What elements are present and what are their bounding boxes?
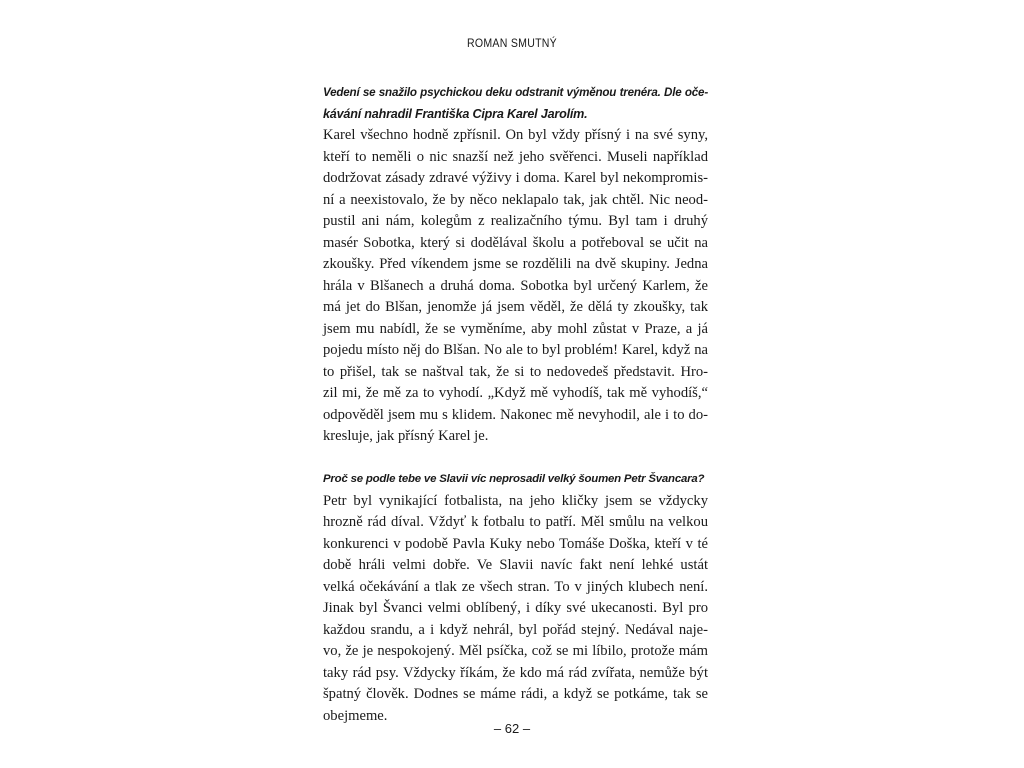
answer-line: pustil ani nám, kolegům z realizačního týmu. Byl tam i druhý bbox=[323, 213, 708, 229]
answer-line: má jet do Blšan, jenomže já jsem věděl, že dělá ty zkoušky, tak bbox=[323, 299, 708, 315]
page-number: – 62 – bbox=[493, 721, 531, 736]
running-header: ROMAN SMUTNÝ bbox=[466, 36, 558, 50]
answer-line: Karel všechno hodně zpřísnil. On byl vždy přísný i na své syny, bbox=[323, 127, 708, 143]
answer-line: obejmeme. bbox=[323, 707, 388, 724]
answer-line: špatný člověk. Dodnes se máme rádi, a když se potkáme, tak se bbox=[323, 686, 708, 702]
interview-answer bbox=[323, 491, 708, 728]
answer-line: konkurenci v podobě Pavla Kuky nebo Tomáše Doška, kteří v té bbox=[323, 535, 708, 552]
answer-line: Petr byl vynikající fotbalista, na jeho kličky jsem se vždycky bbox=[323, 492, 708, 509]
answer-line: pojedu místo něj do Blšan. No ale to byl problém! Karel, když na bbox=[323, 342, 708, 358]
answer-line: ní a neexistovalo, že by něco neklapalo tak, jak chtěl. Nic neod- bbox=[323, 191, 708, 208]
answer-line: jsem mu nabídl, že se vyměníme, aby mohl zůstat v Praze, a já bbox=[323, 320, 708, 337]
answer-line: hrozně rád díval. Vždyť k fotbalu to patří. Měl smůlu na velkou bbox=[323, 514, 708, 530]
interview-answer bbox=[323, 125, 708, 448]
text-column bbox=[323, 82, 708, 727]
question-line: Vedení se snažilo psychickou deku odstranit výměnou trenéra. Dle oče- bbox=[323, 86, 708, 99]
question-line: kávání nahradil Františka Cipra Karel Jarolím. bbox=[323, 106, 588, 121]
answer-line: kresluje, jak přísný Karel je. bbox=[323, 428, 489, 444]
answer-line: taky rád psy. Vždycky říkám, že kdo má rád zvířata, nemůže být bbox=[323, 664, 708, 681]
answer-line: Jinak byl Švanci velmi oblíbený, i díky své ukecanosti. Byl pro bbox=[323, 600, 708, 616]
interview-question bbox=[323, 469, 708, 491]
section-gap bbox=[323, 448, 708, 470]
answer-line: to přišel, tak se naštval tak, že si to nedovedeš představit. Hro- bbox=[323, 363, 708, 380]
answer-line: odpověděl jsem mu s klidem. Nakonec mě nevyhodil, ale i to do- bbox=[323, 406, 708, 423]
answer-line: každou srandu, a i když nehrál, byl pořád stejný. Nedával naje- bbox=[323, 621, 708, 638]
answer-line: vo, že je nespokojený. Měl psíčka, což se mi líbilo, protože mám bbox=[323, 643, 708, 659]
answer-line: dodržovat zásady zdravé výživy i doma. Karel byl nekompromis- bbox=[323, 170, 708, 186]
answer-line: velká očekávání a tlak ze všech stran. To v jiných klubech není. bbox=[323, 578, 708, 595]
question-line: Proč se podle tebe ve Slavii víc neprosadil velký šoumen Petr Švancara? bbox=[323, 473, 705, 485]
answer-line: době hráli velmi dobře. Ve Slavii navíc fakt není lehké ustát bbox=[323, 557, 708, 573]
answer-line: hrála v Blšanech a druhá doma. Sobotka byl určený Karlem, že bbox=[323, 277, 708, 294]
answer-line: zil mi, že mě za to vyhodí. „Když mě vyhodíš, tak mě vyhodíš,“ bbox=[323, 385, 708, 401]
answer-line: masér Sobotka, který si dodělával školu a potřeboval se učit na bbox=[323, 234, 708, 251]
interview-question bbox=[323, 82, 708, 125]
answer-line: kteří to neměli o nic snazší než jeho svěřenci. Museli například bbox=[323, 148, 708, 165]
answer-line: zkoušky. Před víkendem jsme se rozdělili na dvě skupiny. Jedna bbox=[323, 256, 708, 272]
